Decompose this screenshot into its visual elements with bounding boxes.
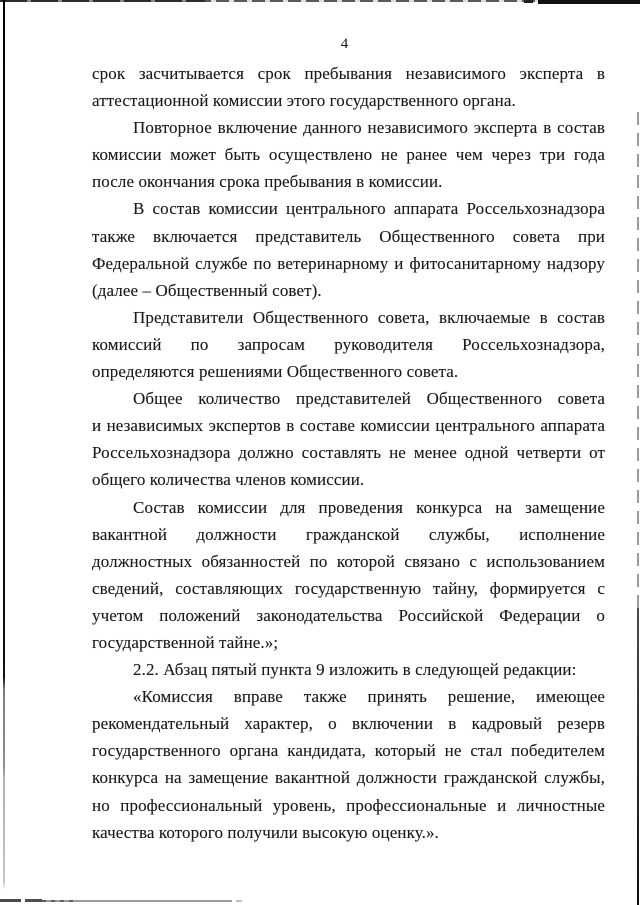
paragraph-clause-2-2: 2.2. Абзац пятый пункта 9 изложить в следующей редакции: <box>133 660 577 680</box>
scan-edge-right-dashed <box>637 112 639 608</box>
scan-edge-bottom-segment <box>25 899 42 902</box>
scan-edge-top-left <box>0 0 205 2</box>
scan-edge-bottom-segment <box>42 900 76 902</box>
document-body <box>92 60 605 846</box>
paragraph: В состав комиссии центрального аппарата Россельхознадзора также включается представитель Общественного совета при Федеральной службе по ветеринарному и фитосанитарному надзору (далее – Общественный совет). <box>92 199 605 300</box>
paragraph-quoted: «Комиссия вправе также принять решение, имеющее рекомендательный характер, о включении в кадровый резерв государственного органа кандидата, который не стал победителем конкурса на замещение вакантной должности гражданской службы, но профессиональный уровень, профессиональные и личностные качества которого получили высокую оценку.». <box>92 687 605 842</box>
scan-edge-bottom-segment <box>76 900 232 902</box>
paragraph: Состав комиссии для проведения конкурса на замещение вакантной должности гражданской службы, исполнение должностных обязанностей по которой связано с использованием сведений, составляющих государственную тайну, формируется с учетом положений законодательства Российской Федерации о государственной тайне.»; <box>92 497 605 652</box>
paragraph-continuation: срок засчитывается срок пребывания независимого эксперта в аттестационной комиссии этого государственного органа. <box>92 64 605 111</box>
scan-edge-bottom-segment <box>0 899 21 902</box>
page-number: 4 <box>340 36 349 52</box>
paragraph: Повторное включение данного независимого эксперта в состав комиссии может быть осуществлено не ранее чем через три года после окончания срока пребывания в комиссии. <box>92 118 605 192</box>
paragraph: Общее количество представителей Общественного совета и независимых экспертов в составе комиссии центрального аппарата Россельхознадзора должно составлять не менее одной четверти от общего количества членов комиссии. <box>92 389 605 490</box>
scan-edge-top-right <box>538 0 640 4</box>
scan-edge-right-solid <box>637 608 639 905</box>
scan-edge-top-dash <box>524 0 533 3</box>
scan-edge-left <box>3 0 5 890</box>
scan-edge-bottom-segment <box>236 900 242 902</box>
paragraph: Представители Общественного совета, включаемые в состав комиссий по запросам руководителя Россельхознадзора, определяются решениями Общественного совета. <box>92 307 605 382</box>
